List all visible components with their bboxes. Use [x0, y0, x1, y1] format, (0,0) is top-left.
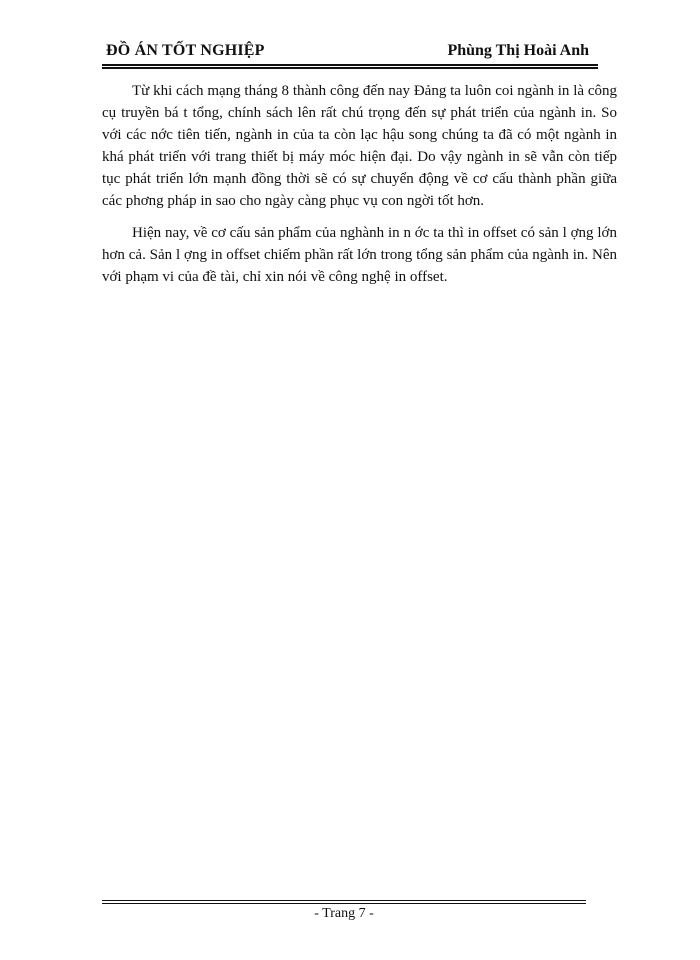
- paragraph-1: Từ khi cách mạng tháng 8 thành công đến nay Đảng ta luôn coi ngành in là công cụ truyền bá t tổng, chính sách lên rất chú trọng đến sự phát triển của ngành in. So với các nớc tiên tiến, ngành in của ta còn lạc hậu song chúng ta đã có một ngành in khá phát triển với trang thiết bị máy móc hiện đại. Do vậy ngành in sẽ vẫn còn tiếp tục phát triển lớn mạnh đồng thời sẽ có sự chuyển động về cơ cấu thành phần giữa các phơng pháp in sao cho ngày càng phục vụ con ngời tốt hơn.: [102, 83, 617, 209]
- footer-divider: [102, 900, 586, 904]
- paragraph-2: Hiện nay, về cơ cấu sản phẩm của nghành in n ớc ta thì in offset có sản l ợng lớn hơn cả. Sản l ợng in offset chiếm phần rất lớn trong tổng sản phẩm của ngành in. Nên với phạm vi của đề tài, chỉ xin nói về công nghệ in offset.: [102, 225, 617, 285]
- header-divider: [102, 64, 598, 69]
- page-number: - Trang 7 -: [314, 906, 374, 921]
- body-text: [102, 80, 617, 298]
- author-name: Phùng Thị Hoài Anh: [447, 42, 589, 59]
- page-header: [100, 40, 605, 64]
- document-title: ĐỒ ÁN TỐT NGHIỆP: [106, 42, 265, 59]
